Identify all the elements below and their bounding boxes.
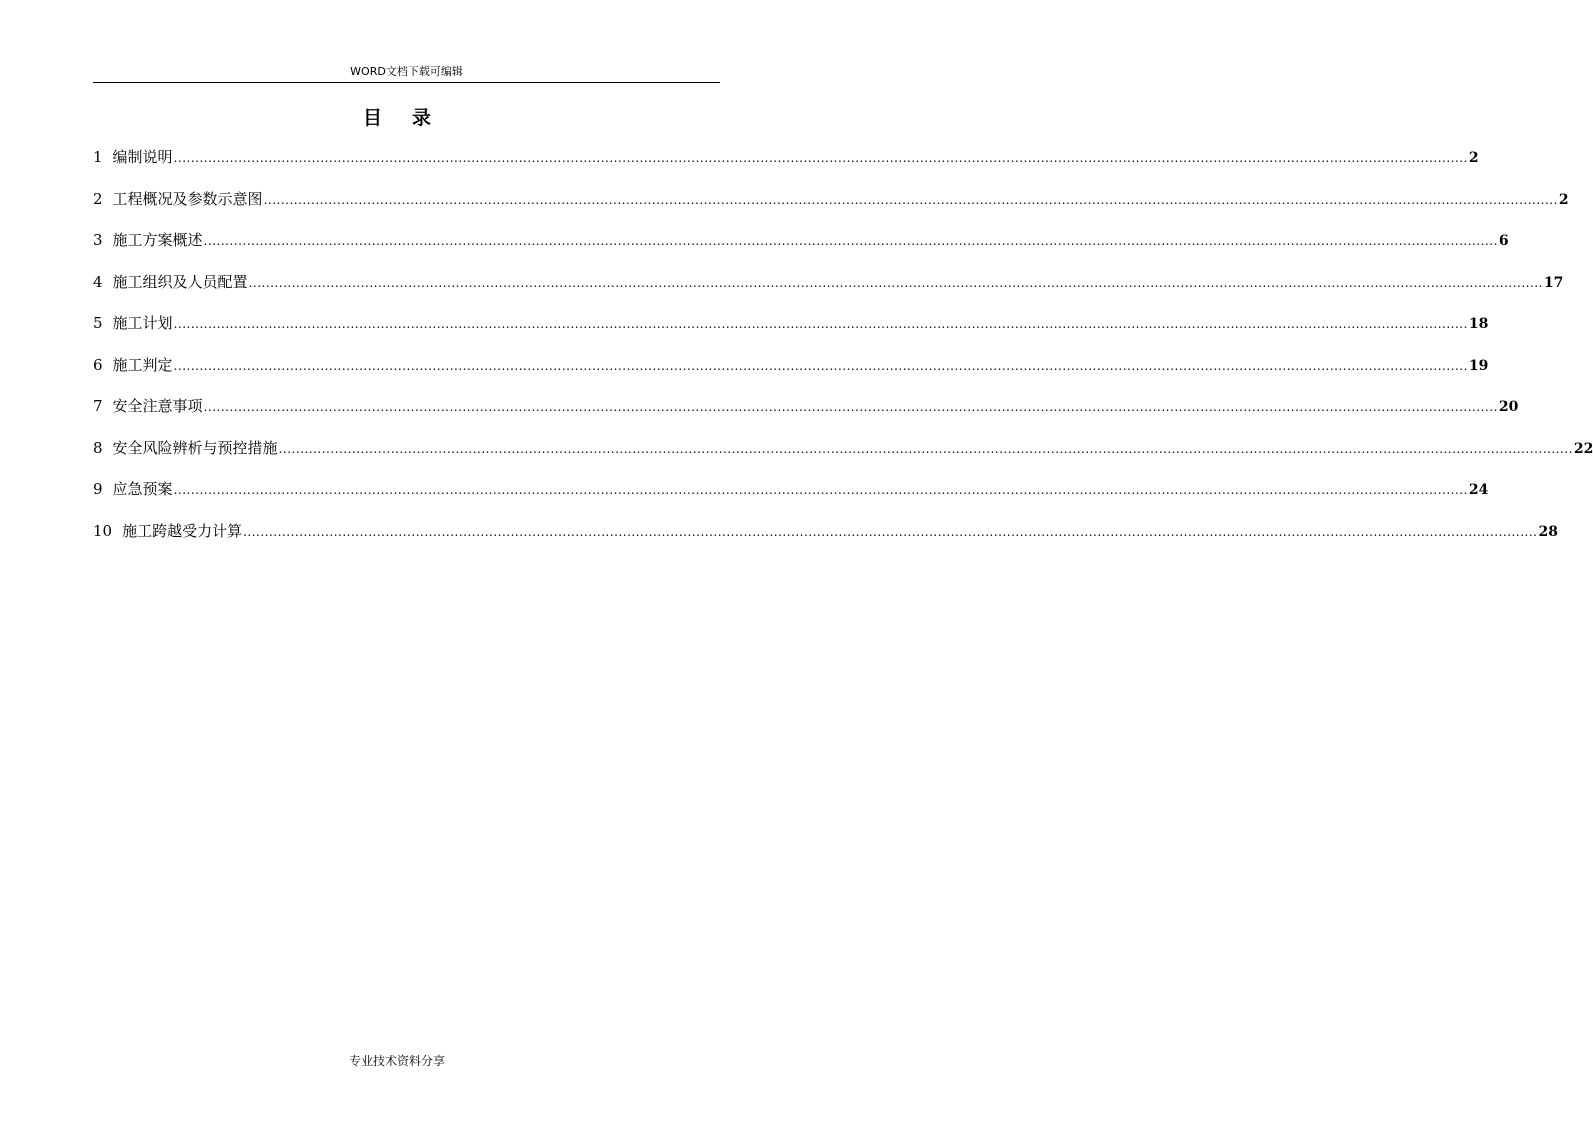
toc-entry[interactable] [93,188,1569,230]
toc-entry-label: 编制说明 [112,148,173,166]
toc-dot-leader: ............................................................................................................................................................................................................................................................................................................ [173,317,1468,331]
toc-entry[interactable] [93,354,1489,396]
page-footer [0,1052,794,1069]
footer-text: 专业技术资料分享 [348,1054,445,1068]
toc-entry-label: 施工计划 [112,314,173,332]
toc-dot-leader: ............................................................................................................................................................................................................................................................................................................ [173,483,1468,497]
table-of-contents [93,146,1593,561]
toc-dot-leader: ............................................................................................................................................................................................................................................................................................................ [173,151,1468,165]
toc-entry-label: 工程概况及参数示意图 [112,189,263,208]
toc-title-char-1: 目 [362,107,382,129]
toc-entry[interactable] [93,229,1509,271]
toc-entry-number: 1 [93,148,103,166]
toc-entry-page: 28 [1538,523,1558,540]
toc-entry-number: 9 [93,480,103,498]
toc-entry-page: 20 [1498,399,1519,415]
toc-entry-page: 6 [1498,233,1509,249]
toc-dot-leader: ............................................................................................................................................................................................................................................................................................................ [278,441,1573,456]
toc-dot-leader: ............................................................................................................................................................................................................................................................................................................ [243,524,1538,539]
toc-entry-page: 24 [1468,482,1489,498]
toc-entry-label: 安全注意事项 [112,397,203,415]
toc-dot-leader: ............................................................................................................................................................................................................................................................................................................ [263,192,1558,207]
toc-entry-number: 7 [93,397,103,415]
toc-entry[interactable] [93,478,1489,520]
toc-entry-page: 2 [1468,150,1479,166]
toc-entry[interactable] [93,395,1519,437]
toc-dot-leader: ............................................................................................................................................................................................................................................................................................................ [173,358,1468,373]
toc-entry-page: 22 [1573,440,1593,457]
toc-entry[interactable] [93,520,1558,562]
header-text: WORD文档下载可编辑 [350,65,463,78]
toc-entry-number: 2 [93,189,103,208]
toc-entry-label: 应急预案 [112,480,173,498]
toc-entry-number: 8 [93,438,103,457]
toc-entry-page: 19 [1468,357,1489,374]
toc-title [0,103,794,130]
toc-entry-page: 17 [1543,274,1564,291]
toc-dot-leader: ............................................................................................................................................................................................................................................................................................................ [203,234,1498,248]
toc-entry-number: 4 [93,272,103,291]
toc-entry-number: 3 [93,231,103,249]
toc-dot-leader: ............................................................................................................................................................................................................................................................................................................ [203,400,1498,414]
toc-entry-label: 安全风险辨析与预控措施 [112,438,278,457]
toc-entry-label: 施工跨越受力计算 [122,521,243,540]
toc-entry[interactable] [93,312,1489,354]
toc-entry-number: 6 [93,355,103,374]
toc-entry[interactable] [93,146,1479,188]
toc-entry-page: 2 [1558,191,1569,208]
toc-entry[interactable] [93,271,1564,313]
toc-entry-label: 施工方案概述 [112,231,203,249]
toc-entry-label: 施工组织及人员配置 [112,272,248,291]
toc-entry-page: 18 [1468,316,1489,332]
toc-title-char-2: 录 [412,107,432,129]
toc-entry[interactable] [93,437,1593,479]
toc-entry-number: 10 [93,521,113,540]
toc-entry-label: 施工判定 [112,355,173,374]
page-header [93,62,720,83]
toc-entry-number: 5 [93,314,103,332]
toc-dot-leader: ............................................................................................................................................................................................................................................................................................................ [248,275,1543,290]
